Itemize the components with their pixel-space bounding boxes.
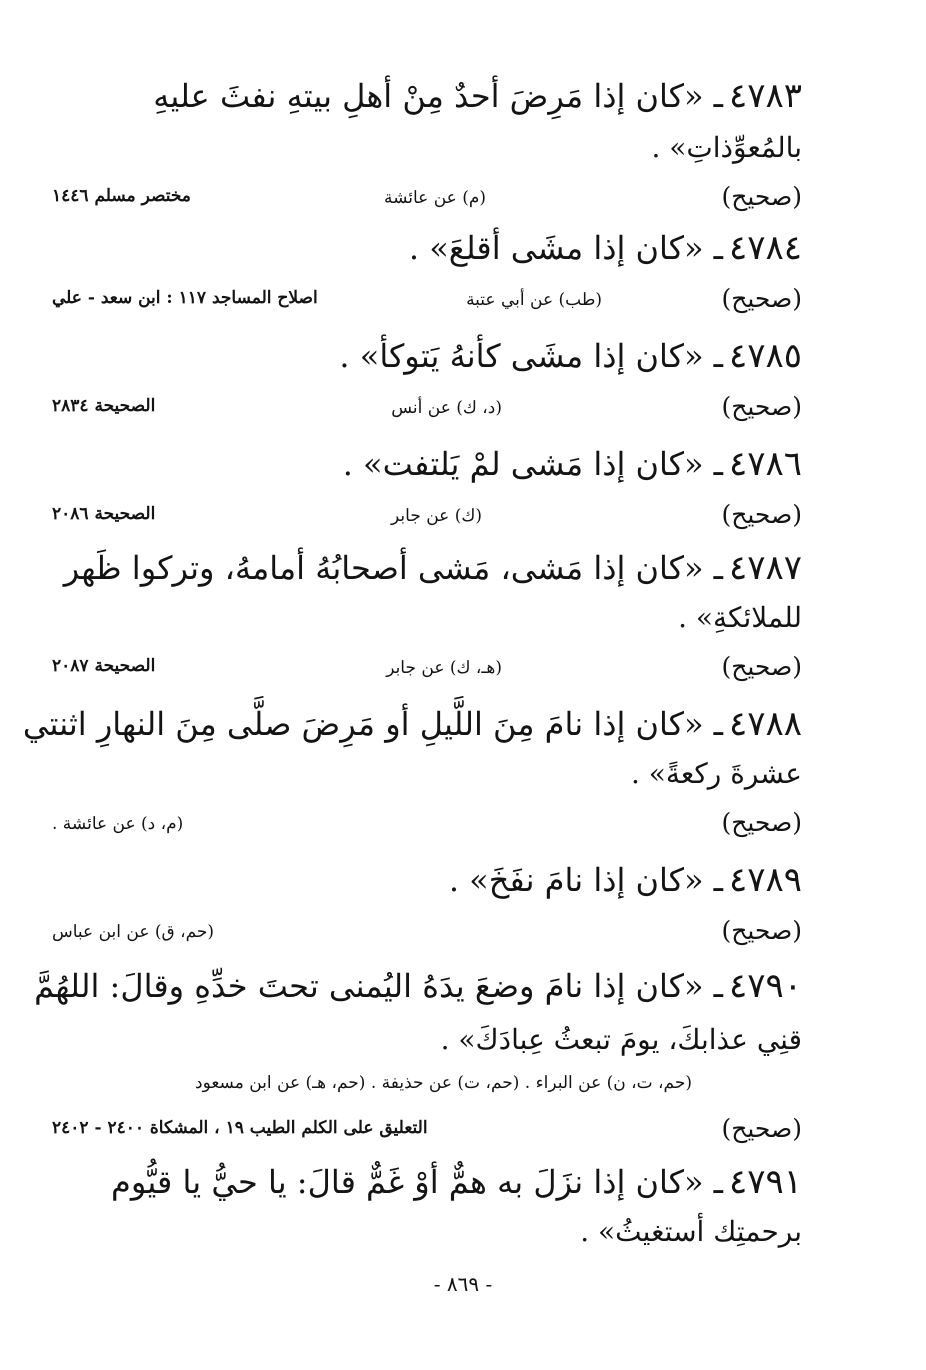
hadith-4787-grade-row: [52, 648, 802, 688]
hadith-text: «كان إذا مشَى كأنهُ يَتوكأ» .: [339, 337, 704, 375]
hadith-4789-line1: [52, 860, 802, 904]
hadith-number: ٤٧٩١: [728, 1162, 802, 1202]
hadith-number: ٤٧٨٤: [728, 228, 802, 268]
page-number: - ٨٦٩ -: [433, 1272, 493, 1296]
source-attribution: (طب) عن أبي عتبة: [466, 290, 602, 310]
hadith-number: ٤٧٩٠: [728, 966, 802, 1006]
hadith-4791-line1: [52, 1162, 802, 1206]
hadith-4783-line1: [52, 76, 802, 120]
source-attribution: (م، د) عن عائشة .: [52, 814, 184, 834]
dash: ـ: [713, 861, 723, 899]
reference: الصحيحة ٢٠٨٦: [52, 504, 156, 524]
grade-label: (صحيح): [721, 652, 802, 681]
reference: الصحيحة ٢٠٨٧: [52, 656, 156, 676]
hadith-4785-line1: [52, 336, 802, 380]
hadith-4786-grade-row: [52, 496, 802, 536]
hadith-4788-line2: عشرةَ ركعةً» .: [630, 757, 802, 790]
dash: ـ: [713, 229, 723, 267]
grade-label: (صحيح): [721, 392, 802, 421]
hadith-4784-line1: [52, 228, 802, 272]
hadith-4784-grade-row: [52, 280, 802, 320]
grade-label: (صحيح): [721, 916, 802, 945]
grade-label: (صحيح): [721, 808, 802, 837]
hadith-text: «كان إذا مَشى، مَشى أصحابُهُ أمامهُ، وتركوا ظَهر: [63, 549, 704, 587]
hadith-4789-grade-row: [52, 912, 802, 952]
grade-label: (صحيح): [721, 284, 802, 313]
grade-label: (صحيح): [721, 500, 802, 529]
hadith-text: «كان إذا مشَى أقلعَ» .: [408, 229, 704, 267]
source-attribution: (حم، ق) عن ابن عباس: [52, 922, 215, 942]
grade-label: (صحيح): [721, 1114, 802, 1143]
hadith-text: «كان إذا نامَ مِنَ اللَّيلِ أو مَرِضَ صلَّى مِنَ النهارِ اثنتي: [22, 705, 704, 743]
reference: الصحيحة ٢٨٣٤: [52, 396, 156, 416]
hadith-4790-sources: (حم، ت، ن) عن البراء . (حم، ت) عن حذيفة . (حم، هـ) عن ابن مسعود: [195, 1073, 692, 1093]
dash: ـ: [713, 549, 723, 587]
source-attribution: (ك) عن جابر: [391, 506, 482, 526]
hadith-number: ٤٧٨٩: [728, 860, 802, 900]
hadith-text: «كان إذا نزَلَ به همٌّ أوْ غَمٌّ قالَ: يا حيُّ يا قيُّوم: [111, 1163, 704, 1201]
dash: ـ: [713, 77, 723, 115]
hadith-text: «كان إذا مَشى لمْ يَلتفت» .: [342, 445, 704, 483]
hadith-4785-grade-row: [52, 388, 802, 428]
hadith-4783-line2: بالمُعوِّذاتِ» .: [651, 131, 802, 164]
hadith-4786-line1: [52, 444, 802, 488]
hadith-number: ٤٧٨٣: [728, 76, 802, 116]
hadith-4783-grade-row: [52, 178, 802, 218]
hadith-number: ٤٧٨٦: [728, 444, 802, 484]
hadith-4791-line2: برحمتِك أستغيثُ» .: [580, 1215, 802, 1248]
hadith-number: ٤٧٨٧: [728, 548, 802, 588]
hadith-text: «كان إذا مَرِضَ أحدٌ مِنْ أهلِ بيتهِ نفثَ عليهِ: [153, 77, 704, 115]
source-attribution: (م) عن عائشة: [383, 188, 486, 208]
reference: مختصر مسلم ١٤٤٦: [52, 186, 191, 206]
hadith-4787-line1: [52, 548, 802, 592]
hadith-4788-grade-row: [52, 804, 802, 844]
hadith-text: «كان إذا نامَ وضعَ يدَهُ اليُمنى تحتَ خدِّهِ وقالَ: اللهُمَّ: [34, 967, 704, 1005]
source-attribution: (هـ، ك) عن جابر: [386, 658, 502, 678]
hadith-4787-line2: للملائكةِ» .: [678, 601, 802, 634]
hadith-4790-grade-row: [52, 1110, 802, 1150]
dash: ـ: [713, 445, 723, 483]
dash: ـ: [713, 337, 723, 375]
hadith-4790-line2: قنِي عذابكَ، يومَ تبعثُ عِبادَكَ» .: [440, 1023, 802, 1056]
dash: ـ: [713, 967, 723, 1005]
hadith-4788-line1: [22, 704, 802, 748]
reference: اصلاح المساجد ١١٧ : ابن سعد - علي: [52, 288, 318, 308]
hadith-number: ٤٧٨٨: [728, 704, 802, 744]
source-attribution: (د، ك) عن أنس: [391, 398, 502, 418]
hadith-4790-line1: [34, 966, 802, 1010]
grade-label: (صحيح): [721, 182, 802, 211]
dash: ـ: [713, 1163, 723, 1201]
hadith-text: «كان إذا نامَ نفَخَ» .: [448, 861, 704, 899]
reference: التعليق على الكلم الطيب ١٩ ، المشكاة ٢٤٠٠ - ٢٤٠٢: [52, 1118, 428, 1138]
dash: ـ: [713, 705, 723, 743]
hadith-number: ٤٧٨٥: [728, 336, 802, 376]
